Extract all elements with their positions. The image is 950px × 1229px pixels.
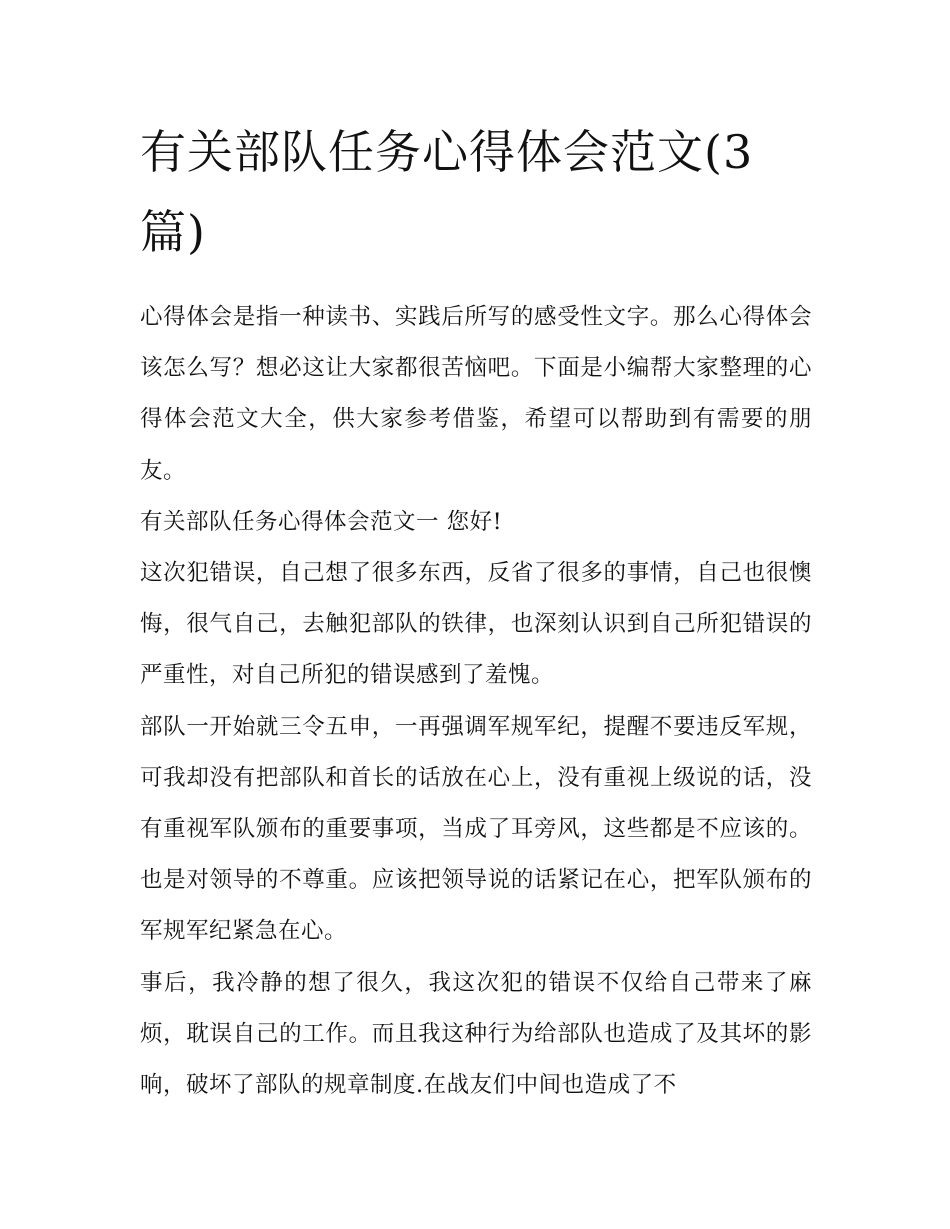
- paragraph-body-3: 事后，我冷静的想了很久，我这次犯的错误不仅给自己带来了麻烦，耽误自己的工作。而且我这种行为给部队也造成了及其坏的影响，破坏了部队的规章制度.在战友们中间也造成了不: [140, 969, 812, 1099]
- paragraph-intro: 心得体会是指一种读书、实践后所写的感受性文字。那么心得体会该怎么写？想必这让大家都很苦恼吧。下面是小编帮大家整理的心得体会范文大全，供大家参考借鉴，希望可以帮助到有需要的朋友。: [140, 304, 812, 484]
- document-title: 有关部队任务心得体会范文(3篇): [140, 125, 754, 259]
- document-page: [140, 112, 812, 1111]
- paragraph-section-heading: 有关部队任务心得体会范文一 您好!: [140, 508, 503, 535]
- paragraph-body-1: 这次犯错误，自己想了很多东西，反省了很多的事情，自己也很懊悔，很气自己，去触犯部队的铁律，也深刻认识到自己所犯错误的严重性，对自己所犯的错误感到了羞愧。: [140, 560, 812, 689]
- paragraph-body-2: 部队一开始就三令五申，一再强调军规军纪，提醒不要违反军规，可我却没有把部队和首长的话放在心上，没有重视上级说的话，没有重视军队颁布的重要事项，当成了耳旁风，这些都是不应该的。也是对领导的不尊重。应该把领导说的话紧记在心，把军队颁布的军规军纪紧急在心。: [140, 713, 812, 945]
